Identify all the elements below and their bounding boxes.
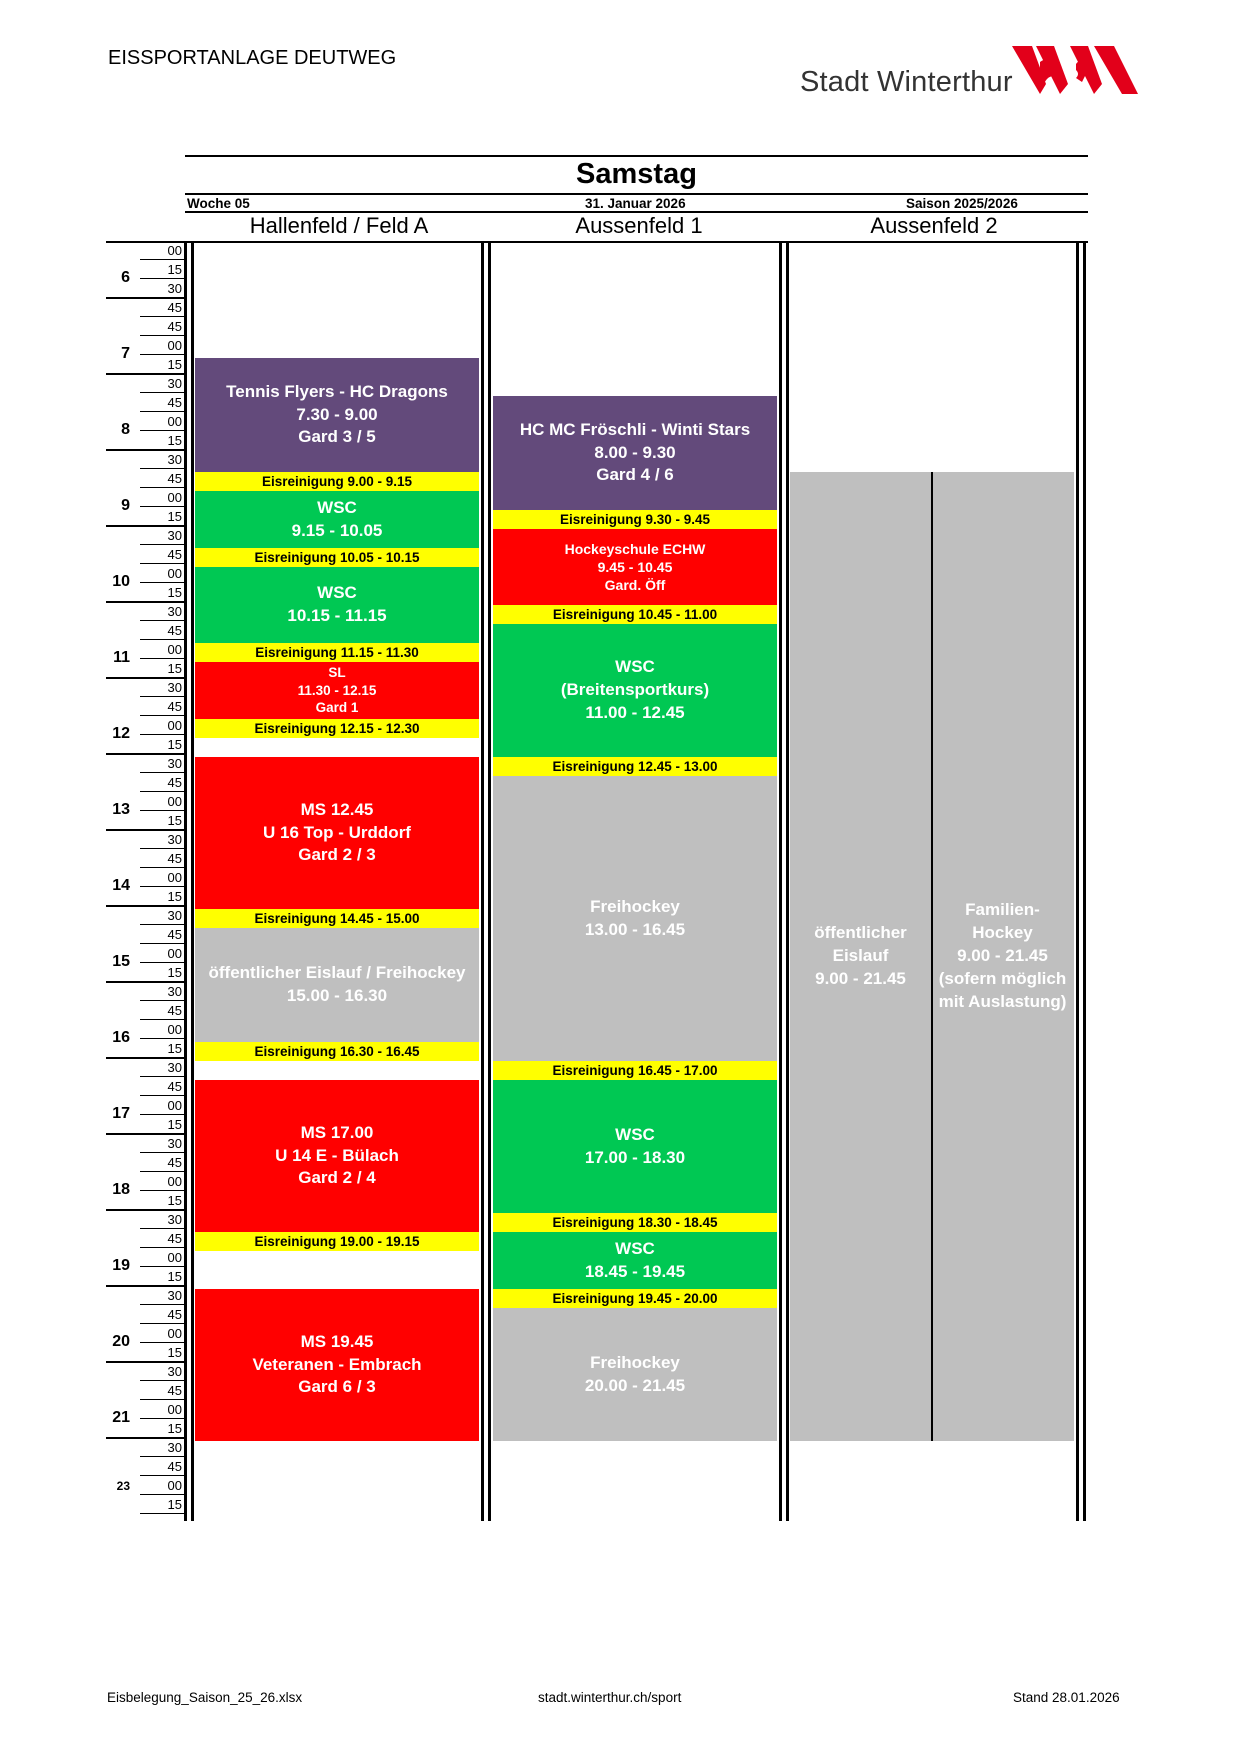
hour-label: 9 bbox=[121, 497, 130, 514]
column-border bbox=[184, 242, 187, 1521]
ice-cleaning-slot: Eisreinigung 19.45 - 20.00 bbox=[493, 1289, 777, 1308]
minute-tick bbox=[140, 924, 184, 925]
footer-url: stadt.winterthur.ch/sport bbox=[538, 1690, 682, 1705]
minute-tick bbox=[140, 1418, 184, 1419]
booking-block: Tennis Flyers - HC Dragons 7.30 - 9.00 Gard 3 / 5 bbox=[195, 358, 479, 472]
column-header-aussenfeld-1: Aussenfeld 1 bbox=[575, 213, 703, 238]
ice-cleaning-slot: Eisreinigung 18.30 - 18.45 bbox=[493, 1213, 777, 1232]
minute-tick bbox=[140, 1513, 184, 1514]
minute-tick bbox=[140, 259, 184, 260]
column-header-aussenfeld-2: Aussenfeld 2 bbox=[870, 213, 998, 238]
ice-cleaning-slot: Eisreinigung 16.30 - 16.45 bbox=[195, 1042, 479, 1061]
booking-block: SL 11.30 - 12.15 Gard 1 bbox=[195, 662, 479, 719]
hour-tick bbox=[106, 601, 184, 603]
minute-tick bbox=[140, 1342, 184, 1343]
minute-label: 30 bbox=[167, 604, 182, 619]
minute-label: 15 bbox=[167, 965, 182, 980]
hour-tick bbox=[106, 525, 184, 527]
column-border bbox=[779, 242, 782, 1521]
minute-label: 15 bbox=[167, 1497, 182, 1512]
booking-block: öffentlicher Eislauf 9.00 - 21.45 bbox=[790, 472, 931, 1441]
minute-label: 30 bbox=[167, 832, 182, 847]
minute-label: 15 bbox=[167, 813, 182, 828]
minute-label: 00 bbox=[167, 946, 182, 961]
facility-title: EISSPORTANLAGE DEUTWEG bbox=[108, 47, 397, 69]
minute-tick bbox=[140, 1247, 184, 1248]
aussenfeld-2-divider bbox=[931, 472, 933, 1441]
minute-tick bbox=[140, 1000, 184, 1001]
minute-label: 15 bbox=[167, 1041, 182, 1056]
minute-label: 45 bbox=[167, 1459, 182, 1474]
booking-block: öffentlicher Eislauf / Freihockey 15.00 - 16.30 bbox=[195, 928, 479, 1042]
booking-block: Freihockey 20.00 - 21.45 bbox=[493, 1308, 777, 1441]
minute-label: 00 bbox=[167, 1402, 182, 1417]
minute-label: 15 bbox=[167, 1345, 182, 1360]
hour-label: 14 bbox=[112, 877, 130, 894]
booking-block: WSC 9.15 - 10.05 bbox=[195, 491, 479, 548]
booking-block: Familien- Hockey 9.00 - 21.45 (sofern möglich mit Auslastung) bbox=[931, 472, 1074, 1441]
minute-tick bbox=[140, 1266, 184, 1267]
top-rule bbox=[185, 155, 1088, 157]
minute-tick bbox=[140, 1095, 184, 1096]
minute-tick bbox=[140, 354, 184, 355]
ice-cleaning-slot: Eisreinigung 10.45 - 11.00 bbox=[493, 605, 777, 624]
minute-label: 45 bbox=[167, 395, 182, 410]
column-border bbox=[488, 242, 491, 1521]
minute-tick bbox=[140, 810, 184, 811]
minute-tick bbox=[140, 335, 184, 336]
hour-label: 21 bbox=[112, 1409, 130, 1426]
minute-label: 30 bbox=[167, 376, 182, 391]
minute-tick bbox=[140, 696, 184, 697]
minute-tick bbox=[140, 1228, 184, 1229]
minute-label: 30 bbox=[167, 1212, 182, 1227]
hour-label: 11 bbox=[113, 649, 130, 666]
grid-top-rule bbox=[106, 241, 1088, 243]
booking-block: WSC 10.15 - 11.15 bbox=[195, 567, 479, 643]
hour-tick bbox=[106, 1361, 184, 1363]
minute-tick bbox=[140, 544, 184, 545]
minute-label: 00 bbox=[167, 1022, 182, 1037]
hour-tick bbox=[106, 905, 184, 907]
minute-label: 30 bbox=[167, 756, 182, 771]
minute-tick bbox=[140, 1494, 184, 1495]
minute-label: 45 bbox=[167, 1003, 182, 1018]
hour-label: 19 bbox=[112, 1257, 130, 1274]
minute-tick bbox=[140, 582, 184, 583]
minute-label: 15 bbox=[167, 1117, 182, 1132]
ice-cleaning-slot: Eisreinigung 12.15 - 12.30 bbox=[195, 719, 479, 738]
minute-label: 15 bbox=[167, 1193, 182, 1208]
ice-cleaning-slot: Eisreinigung 9.30 - 9.45 bbox=[493, 510, 777, 529]
minute-label: 15 bbox=[167, 433, 182, 448]
hour-label: 23 bbox=[116, 1479, 130, 1493]
minute-label: 30 bbox=[167, 1136, 182, 1151]
minute-label: 00 bbox=[167, 1478, 182, 1493]
minute-label: 15 bbox=[167, 262, 182, 277]
ice-cleaning-slot: Eisreinigung 14.45 - 15.00 bbox=[195, 909, 479, 928]
booking-block: HC MC Fröschli - Winti Stars 8.00 - 9.30 Gard 4 / 6 bbox=[493, 396, 777, 510]
minute-label: 00 bbox=[167, 718, 182, 733]
minute-label: 45 bbox=[167, 319, 182, 334]
minute-label: 15 bbox=[167, 357, 182, 372]
hour-label: 10 bbox=[112, 573, 130, 590]
minute-tick bbox=[140, 1076, 184, 1077]
minute-label: 00 bbox=[167, 1174, 182, 1189]
ice-cleaning-slot: Eisreinigung 19.00 - 19.15 bbox=[195, 1232, 479, 1251]
minute-label: 45 bbox=[167, 300, 182, 315]
minute-tick bbox=[140, 468, 184, 469]
date-label: 31. Januar 2026 bbox=[585, 196, 686, 211]
ice-cleaning-slot: Eisreinigung 9.00 - 9.15 bbox=[195, 472, 479, 491]
footer-file: Eisbelegung_Saison_25_26.xlsx bbox=[107, 1690, 303, 1705]
minute-label: 15 bbox=[167, 661, 182, 676]
hour-tick bbox=[106, 1285, 184, 1287]
minute-tick bbox=[140, 734, 184, 735]
minute-tick bbox=[140, 791, 184, 792]
minute-tick bbox=[140, 487, 184, 488]
minute-label: 30 bbox=[167, 680, 182, 695]
minute-tick bbox=[140, 1152, 184, 1153]
column-border bbox=[481, 242, 484, 1521]
week-label: Woche 05 bbox=[187, 196, 250, 211]
column-header-hallenfeld: Hallenfeld / Feld A bbox=[249, 213, 429, 238]
minute-tick bbox=[140, 1171, 184, 1172]
minute-tick bbox=[140, 943, 184, 944]
hour-tick bbox=[106, 981, 184, 983]
booking-block: Hockeyschule ECHW 9.45 - 10.45 Gard. Öff bbox=[493, 529, 777, 605]
minute-label: 00 bbox=[167, 243, 182, 258]
minute-label: 45 bbox=[167, 699, 182, 714]
hour-label: 7 bbox=[121, 345, 130, 362]
booking-block: WSC 18.45 - 19.45 bbox=[493, 1232, 777, 1289]
minute-label: 45 bbox=[167, 547, 182, 562]
hour-tick bbox=[106, 1437, 184, 1439]
minute-tick bbox=[140, 1380, 184, 1381]
minute-label: 45 bbox=[167, 1079, 182, 1094]
minute-label: 00 bbox=[167, 794, 182, 809]
minute-label: 45 bbox=[167, 1383, 182, 1398]
minute-label: 30 bbox=[167, 452, 182, 467]
minute-label: 15 bbox=[167, 737, 182, 752]
day-title: Samstag bbox=[576, 158, 697, 190]
hour-tick bbox=[106, 1057, 184, 1059]
minute-label: 30 bbox=[167, 1364, 182, 1379]
minute-label: 30 bbox=[167, 1440, 182, 1455]
column-border bbox=[1083, 242, 1086, 1521]
minute-tick bbox=[140, 848, 184, 849]
winterthur-logo-icon bbox=[1010, 44, 1140, 96]
minute-label: 00 bbox=[167, 1250, 182, 1265]
column-border bbox=[786, 242, 789, 1521]
minute-label: 45 bbox=[167, 1231, 182, 1246]
minute-label: 45 bbox=[167, 1155, 182, 1170]
footer-stand: Stand 28.01.2026 bbox=[1013, 1690, 1120, 1705]
hour-tick bbox=[106, 1133, 184, 1135]
hour-tick bbox=[106, 829, 184, 831]
minute-tick bbox=[140, 1323, 184, 1324]
hour-label: 15 bbox=[112, 953, 130, 970]
minute-tick bbox=[140, 639, 184, 640]
hour-label: 8 bbox=[121, 421, 130, 438]
minute-label: 30 bbox=[167, 281, 182, 296]
minute-label: 15 bbox=[167, 889, 182, 904]
minute-tick bbox=[140, 1456, 184, 1457]
minute-label: 15 bbox=[167, 585, 182, 600]
hour-label: 20 bbox=[112, 1333, 130, 1350]
booking-block: Freihockey 13.00 - 16.45 bbox=[493, 776, 777, 1061]
minute-label: 00 bbox=[167, 642, 182, 657]
minute-tick bbox=[140, 278, 184, 279]
minute-tick bbox=[140, 1475, 184, 1476]
minute-label: 15 bbox=[167, 509, 182, 524]
booking-block: MS 19.45 Veteranen - Embrach Gard 6 / 3 bbox=[195, 1289, 479, 1441]
booking-block: WSC (Breitensportkurs) 11.00 - 12.45 bbox=[493, 624, 777, 757]
minute-label: 15 bbox=[167, 1269, 182, 1284]
ice-cleaning-slot: Eisreinigung 10.05 - 10.15 bbox=[195, 548, 479, 567]
hour-label: 13 bbox=[112, 801, 130, 818]
minute-tick bbox=[140, 962, 184, 963]
minute-tick bbox=[140, 392, 184, 393]
logo-text: Stadt Winterthur bbox=[800, 66, 1013, 98]
minute-label: 45 bbox=[167, 927, 182, 942]
season-label: Saison 2025/2026 bbox=[906, 196, 1018, 211]
minute-tick bbox=[140, 658, 184, 659]
minute-label: 00 bbox=[167, 490, 182, 505]
minute-label: 30 bbox=[167, 1288, 182, 1303]
hour-tick bbox=[106, 297, 184, 299]
minute-label: 15 bbox=[167, 1421, 182, 1436]
minute-label: 00 bbox=[167, 1326, 182, 1341]
minute-label: 00 bbox=[167, 414, 182, 429]
ice-cleaning-slot: Eisreinigung 11.15 - 11.30 bbox=[195, 643, 479, 662]
booking-block: MS 12.45 U 16 Top - Urddorf Gard 2 / 3 bbox=[195, 757, 479, 909]
minute-label: 30 bbox=[167, 528, 182, 543]
minute-tick bbox=[140, 620, 184, 621]
minute-tick bbox=[140, 886, 184, 887]
minute-label: 45 bbox=[167, 775, 182, 790]
minute-tick bbox=[140, 1114, 184, 1115]
hour-label: 18 bbox=[112, 1181, 130, 1198]
booking-block: MS 17.00 U 14 E - Bülach Gard 2 / 4 bbox=[195, 1080, 479, 1232]
minute-tick bbox=[140, 1190, 184, 1191]
minute-label: 30 bbox=[167, 1060, 182, 1075]
minute-tick bbox=[140, 430, 184, 431]
minute-label: 00 bbox=[167, 870, 182, 885]
minute-label: 45 bbox=[167, 851, 182, 866]
minute-label: 00 bbox=[167, 1098, 182, 1113]
hour-tick bbox=[106, 677, 184, 679]
minute-label: 00 bbox=[167, 338, 182, 353]
hour-tick bbox=[106, 1209, 184, 1211]
column-border bbox=[191, 242, 194, 1521]
hour-tick bbox=[106, 373, 184, 375]
minute-label: 45 bbox=[167, 1307, 182, 1322]
minute-tick bbox=[140, 1399, 184, 1400]
booking-block: WSC 17.00 - 18.30 bbox=[493, 1080, 777, 1213]
ice-cleaning-slot: Eisreinigung 16.45 - 17.00 bbox=[493, 1061, 777, 1080]
minute-label: 45 bbox=[167, 471, 182, 486]
hour-label: 16 bbox=[112, 1029, 130, 1046]
title-rule bbox=[185, 193, 1088, 195]
minute-tick bbox=[140, 772, 184, 773]
minute-tick bbox=[140, 1019, 184, 1020]
minute-label: 00 bbox=[167, 566, 182, 581]
minute-label: 45 bbox=[167, 623, 182, 638]
minute-tick bbox=[140, 506, 184, 507]
minute-tick bbox=[140, 316, 184, 317]
hour-tick bbox=[106, 753, 184, 755]
minute-tick bbox=[140, 1038, 184, 1039]
minute-tick bbox=[140, 1304, 184, 1305]
hour-label: 12 bbox=[112, 725, 130, 742]
minute-label: 30 bbox=[167, 984, 182, 999]
column-border bbox=[1076, 242, 1079, 1521]
hour-label: 17 bbox=[112, 1105, 130, 1122]
minute-tick bbox=[140, 411, 184, 412]
hour-tick bbox=[106, 449, 184, 451]
ice-cleaning-slot: Eisreinigung 12.45 - 13.00 bbox=[493, 757, 777, 776]
minute-tick bbox=[140, 867, 184, 868]
hour-label: 6 bbox=[121, 269, 130, 286]
minute-label: 30 bbox=[167, 908, 182, 923]
minute-tick bbox=[140, 715, 184, 716]
minute-tick bbox=[140, 563, 184, 564]
